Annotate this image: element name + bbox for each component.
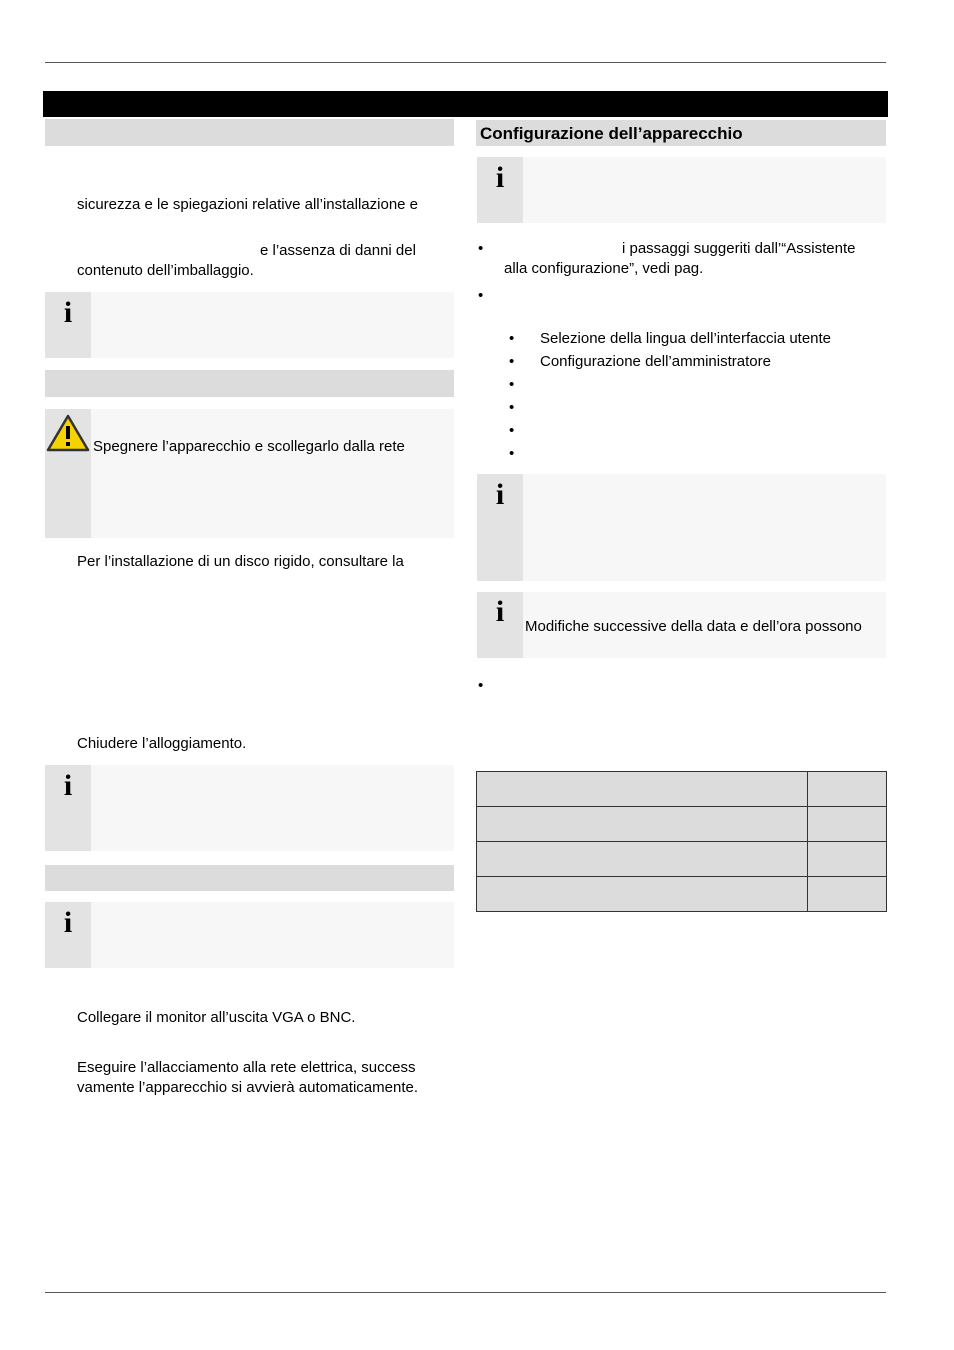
wizard-steps-text: i passaggi suggeriti dall’“Assistente: [622, 240, 856, 257]
top-rule: [45, 62, 886, 63]
config-section-title: Configurazione dell’apparecchio: [480, 124, 743, 143]
sub-bullet: •: [509, 399, 515, 416]
table-cell: [477, 842, 808, 877]
section-header-bar: [45, 865, 454, 891]
date-change-note-text: Modifiche successive della data e dell’ora possono: [525, 618, 862, 635]
warning-note: [45, 409, 454, 538]
section-header-bar: [45, 370, 454, 397]
table-cell: [477, 807, 808, 842]
settings-table: [476, 771, 887, 912]
table-row: [477, 877, 887, 912]
safety-text: sicurezza e le spiegazioni relative all’installazione e: [77, 196, 419, 213]
table-row: [477, 807, 887, 842]
monitor-connect-text: Collegare il monitor all’uscita VGA o BNC.: [77, 1009, 356, 1026]
sub-item-admin: Configurazione dell’amministratore: [540, 353, 771, 370]
info-icon: i: [495, 161, 505, 194]
warning-text: Spegnere l’apparecchio e scollegarlo dalla rete: [93, 438, 405, 455]
info-icon: i: [495, 478, 505, 511]
table-cell: [808, 807, 887, 842]
power-connect-text-2: vamente l’apparecchio si avvierà automaticamente.: [77, 1079, 419, 1096]
table-row: [477, 842, 887, 877]
package-content-text: contenuto dell’imballaggio.: [77, 262, 254, 279]
table-cell: [477, 877, 808, 912]
sub-bullet: •: [509, 445, 515, 462]
package-check-text: e l’assenza di danni del: [260, 242, 416, 259]
bullet-point: •: [478, 287, 484, 304]
info-icon: i: [63, 296, 73, 329]
sub-bullet: •: [509, 376, 515, 393]
info-icon: i: [63, 906, 73, 939]
bottom-rule: [45, 1292, 886, 1293]
section-header-bar: [45, 119, 454, 146]
bullet-point: •: [478, 240, 484, 257]
sub-item-language: Selezione della lingua dell’interfaccia utente: [540, 330, 832, 347]
close-housing-text: Chiudere l’alloggiamento.: [77, 735, 247, 752]
sub-bullet: •: [509, 353, 515, 370]
hdd-install-text: Per l’installazione di un disco rigido, consultare la: [77, 553, 404, 570]
table-cell: [808, 877, 887, 912]
warning-icon: [46, 413, 90, 453]
info-note: [45, 902, 454, 968]
power-connect-text: Eseguire l’allacciamento alla rete elettrica, success: [77, 1059, 416, 1076]
sub-bullet: •: [509, 422, 515, 439]
info-note-date: [477, 592, 886, 658]
bullet-point: •: [478, 677, 484, 694]
table-cell: [808, 772, 887, 807]
chapter-header-bar: [43, 91, 888, 117]
table-row: [477, 772, 887, 807]
wizard-steps-text-2: alla configurazione”, vedi pag.: [504, 260, 704, 277]
sub-bullet: •: [509, 330, 515, 347]
table-cell: [808, 842, 887, 877]
table-cell: [477, 772, 808, 807]
info-note: [45, 765, 454, 851]
info-note: [477, 157, 886, 223]
info-icon: i: [63, 769, 73, 802]
info-note: [45, 292, 454, 358]
info-icon: i: [495, 595, 505, 628]
info-note: [477, 474, 886, 581]
